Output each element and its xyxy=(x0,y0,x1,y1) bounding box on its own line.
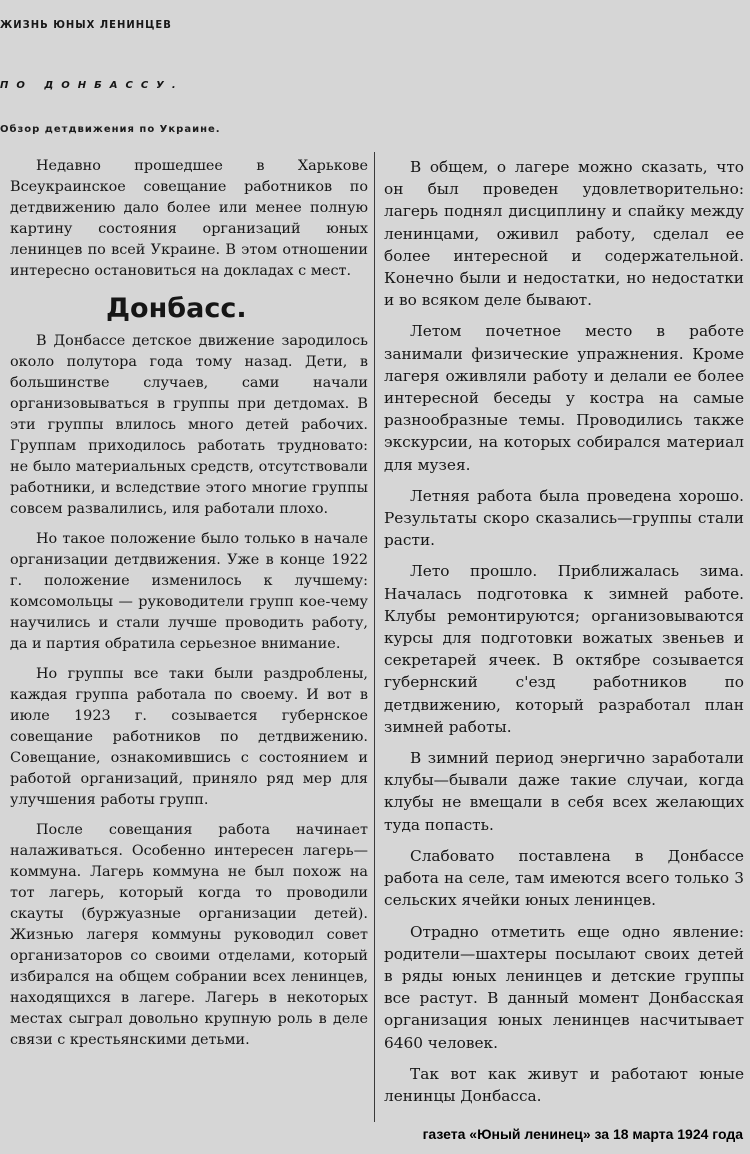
paragraph: Но такое положение было только в начале организации детдвижения. Уже в конце 1922 г. положение изменилось к лучшему: комсомольцы — руководители групп кое-чему научились и стали лучше проводить работу, да и партия обратила серьезное внимание. xyxy=(10,531,368,652)
column-divider xyxy=(374,152,375,1122)
right-column xyxy=(384,156,744,1116)
paragraph: Слабовато поставлена в Донбассе работа на селе, там имеются всего только 3 сельских ячейки юных ленинцев. xyxy=(384,846,744,910)
headline-line-1: ЖИЗНЬ ЮНЫХ ЛЕНИНЦЕВ xyxy=(0,19,172,32)
left-column xyxy=(10,156,368,1060)
paragraph: Отрадно отметить еще одно явление: родители—шахтеры посылают своих детей в ряды юных ленинцев и детские группы все растут. В данный момент Донбасская организация юных ленинцев насчитывает 6460 человек. xyxy=(384,922,744,1052)
section-title: Донбасс. xyxy=(106,293,247,324)
subtitle: Обзор детдвижения по Украине. xyxy=(0,124,221,135)
paragraph: Но группы все таки были раздроблены, каждая группа работала по своему. И вот в июле 1923 г. созывается губернское совещание работников по детдвижению. Совещание, ознакомившись с состоянием и работой организаций, приняло ряд мер для улучшения работы групп. xyxy=(10,666,368,808)
paragraph: Так вот как живут и работают юные ленинцы Донбасса. xyxy=(384,1064,744,1105)
paragraph: В Донбассе детское движение зародилось около полутора года тому назад. Дети, в большинстве случаев, сами начали организовываться в группы при детдомах. В эти группы влилось много детей рабочих. Группам приходилось работать трудновато: не было материальных средств, отсутствовали работники, и вследствие этого многие группы совсем развалились, иля работали плохо. xyxy=(10,333,368,517)
paragraph: Летняя работа была проведена хорошо. Результаты скоро сказались—группы стали расти. xyxy=(384,486,744,550)
headline-line-2: ПО ДОНБАССУ. xyxy=(0,80,184,91)
paragraph: Лето прошло. Приближалась зима. Началась подготовка к зимней работе. Клубы ремонтируются; организовываются курсы для подготовки вожатых звеньев и секретарей ячеек. В октябре созывается губернский с'езд работников по детдвижению, который разработал план зимней работы. xyxy=(384,562,744,736)
paragraph: После совещания работа начинает налаживаться. Особенно интересен лагерь—коммуна. Лагерь коммуна не был похож на тот лагерь, который когда то проводили скауты (буржуазные организации детей). Жизнью лагеря коммуны руководил совет организаторов со своими отделами, который избирался на общем собрании всех ленинцев, находящихся в лагере. Лагерь в некоторых местах сыграл довольно крупную роль в деле связи с крестьянскими детьми. xyxy=(10,822,368,1048)
paragraph: Летом почетное место в работе занимали физические упражнения. Кроме лагеря оживляли работу и делали ее более интересной беседы у костра на самые разнообразные темы. Проводились также экскурсии, на которых собирался материал для музея. xyxy=(384,322,744,474)
intro-paragraph: Недавно прошедшее в Харькове Всеукраинское совещание работников по детдвижению дало более или менее полную картину состояния организаций юных ленинцев по всей Украине. В этом отношении интересно остановиться на докладах с мест. xyxy=(10,158,368,279)
paragraph: В общем, о лагере можно сказать, что он был проведен удовлетворительно: лагерь поднял дисциплину и спайку между ленинцами, оживил работу, сделал ее более интересной и содержательной. Конечно были и недостатки, но недостатки и во всяком деле бывают. xyxy=(384,158,744,310)
paragraph: В зимний период энергично заработали клубы—бывали даже такие случаи, когда клубы не вмещали в себя всех желающих туда попасть. xyxy=(384,749,744,834)
source-caption: газета «Юный ленинец» за 18 марта 1924 года xyxy=(422,1126,743,1142)
